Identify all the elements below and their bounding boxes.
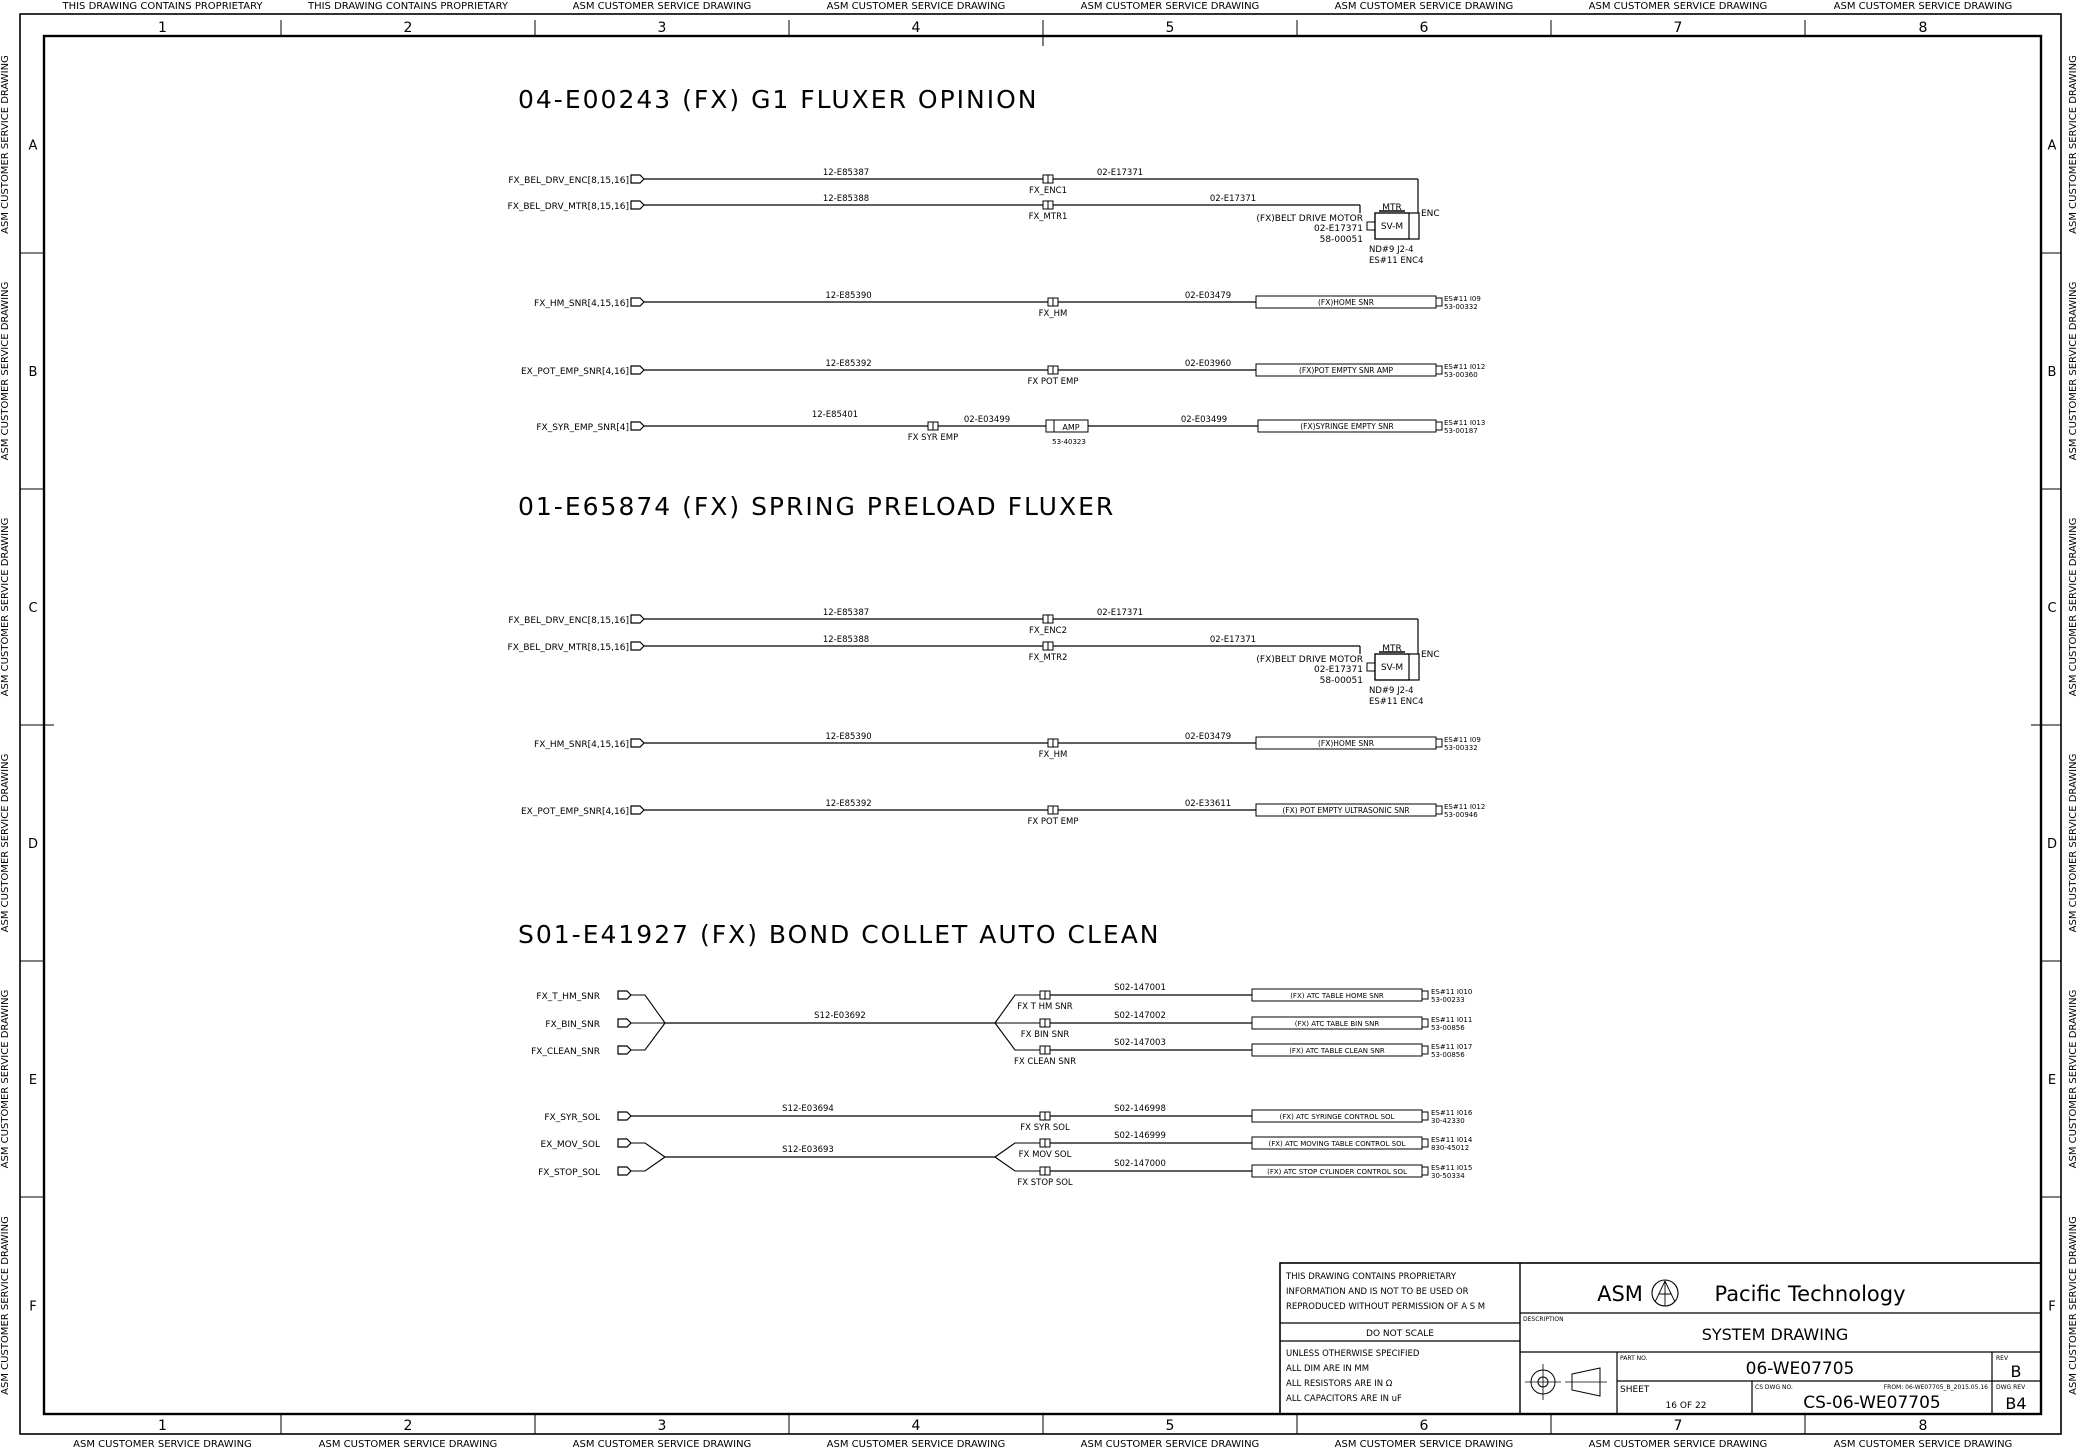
column-number-bottom: 5 <box>1165 1418 1175 1434</box>
cable-label: 12-E85387 <box>822 608 870 618</box>
units-note: ALL RESISTORS ARE IN Ω <box>1286 1379 1393 1389</box>
column-number-bottom: 4 <box>911 1418 921 1434</box>
sensor-pin <box>1422 991 1428 999</box>
sensor-pin <box>1422 1112 1428 1120</box>
signal-terminal <box>631 806 644 814</box>
cable-label: S02-147002 <box>1114 1011 1166 1021</box>
outer-border <box>20 14 2061 1434</box>
motor-part-number: 58-00051 <box>1319 676 1363 686</box>
signal-terminal <box>631 201 644 209</box>
units-note: UNLESS OTHERWISE SPECIFIED <box>1286 1349 1420 1359</box>
part-number: 830-45012 <box>1431 1144 1470 1152</box>
cable-label: 02-E33611 <box>1184 799 1232 809</box>
device-label: (FX)HOME SNR <box>1317 739 1375 748</box>
inline-connector <box>1053 366 1058 374</box>
cable-label: 12-E85401 <box>811 410 859 420</box>
motor-label: (FX)BELT DRIVE MOTOR <box>1256 655 1363 665</box>
inline-connector <box>1045 991 1050 999</box>
inline-connector <box>1043 642 1048 650</box>
device-label: (FX)SYRINGE EMPTY SNR <box>1300 422 1394 431</box>
es-label: ES#11 I013 <box>1444 419 1486 427</box>
bottom-banner-text: ASM CUSTOMER SERVICE DRAWING <box>1588 1439 1768 1450</box>
signal-terminal <box>631 422 644 430</box>
signal-terminal <box>631 366 644 374</box>
trunk-cable-label: S12-E03694 <box>782 1104 834 1114</box>
nd-label: ND#9 J2-4 <box>1369 245 1414 255</box>
cable-label: 02-E03499 <box>1180 415 1228 425</box>
cable-label: 02-E17371 <box>1096 608 1144 618</box>
row-letter-right: F <box>2048 1299 2056 1315</box>
es-label: ES#11 ENC4 <box>1369 256 1424 266</box>
signal-terminal <box>618 1167 631 1175</box>
connector-label: FX MOV SOL <box>1018 1150 1072 1160</box>
cable-label: 12-E85390 <box>825 732 872 742</box>
connector-label: FX_HM <box>1038 750 1068 760</box>
cable-label: 02-E17371 <box>1209 635 1257 645</box>
sensor-pin <box>1422 1046 1428 1054</box>
inline-connector <box>1040 1019 1045 1027</box>
top-banner-text: ASM CUSTOMER SERVICE DRAWING <box>1334 1 1514 12</box>
side-banner-right: ASM CUSTOMER SERVICE DRAWING <box>2068 281 2079 461</box>
inline-connector <box>1040 1046 1045 1054</box>
description-label: DESCRIPTION <box>1523 1316 1564 1323</box>
device-label: (FX) ATC STOP CYLINDER CONTROL SOL <box>1267 1168 1407 1176</box>
cable-label: S02-146999 <box>1114 1131 1166 1141</box>
signal-label: FX_BEL_DRV_ENC[8,15,16] <box>508 176 629 186</box>
row-letter-right: A <box>2047 138 2057 154</box>
bundle-wire <box>631 1023 665 1050</box>
cable-label: S02-147003 <box>1114 1038 1166 1048</box>
inline-connector <box>1045 1112 1050 1120</box>
motor-cable-label: 02-E17371 <box>1313 665 1363 675</box>
es-label: ES#11 I015 <box>1431 1164 1473 1172</box>
signal-label: EX_MOV_SOL <box>540 1140 600 1150</box>
bottom-banner-text: ASM CUSTOMER SERVICE DRAWING <box>1334 1439 1514 1450</box>
section-title: 01-E65874 (FX) SPRING PRELOAD FLUXER <box>518 492 1116 521</box>
part-number: 30-50334 <box>1431 1172 1465 1180</box>
inline-connector <box>1048 739 1053 747</box>
side-banner-left: ASM CUSTOMER SERVICE DRAWING <box>0 517 11 697</box>
es-label: ES#11 I016 <box>1431 1109 1473 1117</box>
signal-terminal <box>618 1019 631 1027</box>
signal-label: EX_POT_EMP_SNR[4,16] <box>521 807 629 817</box>
cable-label: 02-E03479 <box>1184 732 1232 742</box>
es-label: ES#11 I09 <box>1444 736 1481 744</box>
do-not-scale: DO NOT SCALE <box>1366 1329 1434 1339</box>
connector-label: FX BIN SNR <box>1020 1030 1070 1040</box>
cable-label: S02-147000 <box>1114 1159 1166 1169</box>
device-label: (FX)POT EMPTY SNR AMP <box>1298 366 1394 375</box>
signal-terminal <box>618 991 631 999</box>
inline-connector <box>1045 1046 1050 1054</box>
section-title: 04-E00243 (FX) G1 FLUXER OPINION <box>518 85 1039 114</box>
inline-connector <box>1053 739 1058 747</box>
cable-label: S02-146998 <box>1114 1104 1166 1114</box>
cable-label: 02-E03499 <box>963 415 1011 425</box>
motor-part-number: 58-00051 <box>1319 235 1363 245</box>
amp-label: AMP <box>1062 423 1080 432</box>
es-label: ES#11 I011 <box>1431 1016 1473 1024</box>
cable-label: 12-E85390 <box>825 291 872 301</box>
top-banner-text: ASM CUSTOMER SERVICE DRAWING <box>572 1 752 12</box>
signal-label: FX_CLEAN_SNR <box>531 1047 600 1057</box>
revision: B <box>2010 1362 2022 1381</box>
inline-connector <box>1040 991 1045 999</box>
signal-label: FX_BEL_DRV_ENC[8,15,16] <box>508 616 629 626</box>
es-label: ES#11 I014 <box>1431 1136 1473 1144</box>
sensor-pin <box>1436 422 1442 430</box>
row-letter-right: C <box>2047 601 2057 616</box>
connector-label: FX_MTR1 <box>1028 212 1068 222</box>
connector-label: FX STOP SOL <box>1017 1178 1073 1188</box>
part-number: 53-00856 <box>1431 1051 1465 1059</box>
drawing-rev-label: DWG REV <box>1996 1384 2026 1391</box>
proprietary-notice: INFORMATION AND IS NOT TO BE USED OR <box>1286 1287 1469 1297</box>
es-label: ES#11 I09 <box>1444 295 1481 303</box>
bottom-banner-text: ASM CUSTOMER SERVICE DRAWING <box>826 1439 1006 1450</box>
column-number-top: 6 <box>1419 20 1429 36</box>
column-number-top: 8 <box>1918 20 1928 36</box>
signal-label: FX_BIN_SNR <box>545 1020 600 1030</box>
cable-label: 12-E85392 <box>825 359 872 369</box>
device-label: (FX) ATC TABLE CLEAN SNR <box>1289 1047 1385 1055</box>
signal-terminal <box>631 642 644 650</box>
part-number: 53-00233 <box>1431 996 1465 1004</box>
sensor-pin <box>1436 806 1442 814</box>
cable-label: 12-E85392 <box>825 799 872 809</box>
es-label: ES#11 I017 <box>1431 1043 1473 1051</box>
amp-pin <box>1046 420 1054 432</box>
cable-label: 12-E85388 <box>822 635 870 645</box>
asm-logo-icon <box>1655 1281 1675 1306</box>
device-label: (FX) ATC MOVING TABLE CONTROL SOL <box>1268 1140 1406 1148</box>
inline-connector <box>1048 366 1053 374</box>
connector-label: FX SYR SOL <box>1020 1123 1070 1133</box>
es-label: ES#11 I010 <box>1431 988 1473 996</box>
units-note: ALL CAPACITORS ARE IN uF <box>1286 1394 1402 1404</box>
signal-terminal <box>631 615 644 623</box>
bottom-banner-text: ASM CUSTOMER SERVICE DRAWING <box>572 1439 752 1450</box>
amp-part-number: 53-40323 <box>1052 438 1086 446</box>
inline-connector <box>1040 1112 1045 1120</box>
signal-label: FX_BEL_DRV_MTR[8,15,16] <box>507 202 629 212</box>
top-banner-text: THIS DRAWING CONTAINS PROPRIETARY <box>62 1 263 12</box>
device-label: (FX) ATC SYRINGE CONTROL SOL <box>1279 1113 1395 1121</box>
signal-label: FX_T_HM_SNR <box>536 992 600 1002</box>
cable-label: 02-E03960 <box>1184 359 1232 369</box>
connector-label: FX SYR EMP <box>907 433 959 443</box>
column-number-bottom: 8 <box>1918 1418 1928 1434</box>
cable-label: 02-E17371 <box>1209 194 1257 204</box>
column-number-top: 3 <box>657 20 667 36</box>
bundle-wire <box>631 1143 665 1157</box>
sensor-pin <box>1436 366 1442 374</box>
connector-label: FX_HM <box>1038 309 1068 319</box>
cs-drawing-number: CS-06-WE07705 <box>1803 1393 1941 1413</box>
signal-label: EX_POT_EMP_SNR[4,16] <box>521 367 629 377</box>
side-banner-left: ASM CUSTOMER SERVICE DRAWING <box>0 55 11 234</box>
sensor-pin <box>1422 1019 1428 1027</box>
part-number: 53-00332 <box>1444 744 1478 752</box>
inline-connector <box>1045 1167 1050 1175</box>
row-letter-left: B <box>28 365 38 380</box>
trunk-cable-label: S12-E03693 <box>782 1145 834 1155</box>
column-number-top: 1 <box>158 20 167 36</box>
connector-label: FX CLEAN SNR <box>1014 1057 1076 1067</box>
signal-terminal <box>631 298 644 306</box>
motor-pin <box>1367 663 1375 671</box>
part-number: 53-00332 <box>1444 303 1478 311</box>
row-letter-right: D <box>2046 837 2058 852</box>
side-banner-right: ASM CUSTOMER SERVICE DRAWING <box>2068 1216 2079 1395</box>
side-banner-right: ASM CUSTOMER SERVICE DRAWING <box>2068 517 2079 697</box>
cable-label: 02-E17371 <box>1096 168 1144 178</box>
signal-terminal <box>618 1139 631 1147</box>
inline-connector <box>1043 201 1048 209</box>
row-letter-right: E <box>2047 1073 2057 1088</box>
column-number-bottom: 6 <box>1419 1418 1429 1434</box>
device-label: (FX) ATC TABLE HOME SNR <box>1290 992 1384 1000</box>
inline-connector <box>1045 1019 1050 1027</box>
row-letter-right: B <box>2047 365 2057 380</box>
connector-label: FX_ENC2 <box>1028 626 1068 636</box>
inline-connector <box>1043 175 1048 183</box>
enc-label: ENC <box>1421 650 1440 660</box>
row-letter-left: C <box>28 601 38 616</box>
inline-connector <box>1048 201 1053 209</box>
inline-connector <box>1043 615 1048 623</box>
motor-label: (FX)BELT DRIVE MOTOR <box>1256 214 1363 224</box>
inline-connector <box>1045 1139 1050 1147</box>
proprietary-notice: THIS DRAWING CONTAINS PROPRIETARY <box>1286 1272 1457 1282</box>
signal-label: FX_SYR_SOL <box>544 1113 600 1123</box>
section-title: S01-E41927 (FX) BOND COLLET AUTO CLEAN <box>518 920 1161 949</box>
signal-label: FX_STOP_SOL <box>538 1168 600 1178</box>
bottom-banner-text: ASM CUSTOMER SERVICE DRAWING <box>1080 1439 1260 1450</box>
column-number-bottom: 2 <box>403 1418 413 1434</box>
motor-pin <box>1367 222 1375 230</box>
enc-label: ENC <box>1421 209 1440 219</box>
inline-connector <box>1048 175 1053 183</box>
bottom-banner-text: ASM CUSTOMER SERVICE DRAWING <box>73 1439 252 1450</box>
inline-connector <box>928 422 933 430</box>
top-banner-text: ASM CUSTOMER SERVICE DRAWING <box>1080 1 1260 12</box>
part-number: 53-00856 <box>1431 1024 1465 1032</box>
description: SYSTEM DRAWING <box>1701 1325 1849 1344</box>
sensor-pin <box>1436 298 1442 306</box>
inline-connector <box>1048 642 1053 650</box>
side-banner-right: ASM CUSTOMER SERVICE DRAWING <box>2068 989 2079 1169</box>
side-banner-left: ASM CUSTOMER SERVICE DRAWING <box>0 1216 11 1395</box>
inline-connector <box>1048 615 1053 623</box>
motor-cable-label: 02-E17371 <box>1313 224 1363 234</box>
part-number: 06-WE07705 <box>1745 1359 1855 1379</box>
cable-label: 02-E03479 <box>1184 291 1232 301</box>
proprietary-notice: REPRODUCED WITHOUT PERMISSION OF A S M <box>1286 1302 1486 1312</box>
top-banner-text: ASM CUSTOMER SERVICE DRAWING <box>826 1 1006 12</box>
column-number-top: 2 <box>403 20 413 36</box>
connector-label: FX POT EMP <box>1027 817 1079 827</box>
sheet-number: 16 OF 22 <box>1665 1401 1707 1411</box>
connector-label: FX_ENC1 <box>1028 186 1068 196</box>
signal-label: FX_SYR_EMP_SNR[4] <box>536 423 629 433</box>
signal-terminal <box>631 175 644 183</box>
servo-motor-label: SV-M <box>1380 222 1404 232</box>
inline-connector <box>1048 806 1053 814</box>
top-banner-text: ASM CUSTOMER SERVICE DRAWING <box>1588 1 1768 12</box>
from-label: FROM: 06-WE07705_B_2015.05.16 <box>1883 1384 1988 1391</box>
inline-connector <box>1040 1139 1045 1147</box>
inline-connector <box>1048 298 1053 306</box>
part-label: PART NO. <box>1620 1355 1648 1362</box>
connector-label: FX_MTR2 <box>1028 653 1068 663</box>
part-number: 53-00360 <box>1444 371 1478 379</box>
row-letter-left: E <box>28 1073 38 1088</box>
inline-connector <box>933 422 938 430</box>
row-letter-left: A <box>28 138 38 154</box>
trunk-cable-label: S12-E03692 <box>814 1011 866 1021</box>
inner-border <box>44 36 2041 1414</box>
drawing-revision: B4 <box>2005 1394 2027 1413</box>
top-banner-text: THIS DRAWING CONTAINS PROPRIETARY <box>307 1 509 12</box>
mtr-label: MTR <box>1382 644 1402 654</box>
rev-label: REV <box>1996 1355 2009 1362</box>
signal-label: FX_BEL_DRV_MTR[8,15,16] <box>507 643 629 653</box>
bottom-banner-text: ASM CUSTOMER SERVICE DRAWING <box>318 1439 498 1450</box>
part-number: 53-00187 <box>1444 427 1478 435</box>
column-number-top: 5 <box>1165 20 1175 36</box>
signal-terminal <box>618 1112 631 1120</box>
servo-motor-label: SV-M <box>1380 663 1404 673</box>
inline-connector <box>1040 1167 1045 1175</box>
es-label: ES#11 ENC4 <box>1369 697 1424 707</box>
connector-label: FX T HM SNR <box>1017 1002 1073 1012</box>
part-number: 30-42330 <box>1431 1117 1465 1125</box>
column-number-bottom: 3 <box>657 1418 667 1434</box>
side-banner-left: ASM CUSTOMER SERVICE DRAWING <box>0 753 11 933</box>
sensor-pin <box>1436 739 1442 747</box>
cable-label: 12-E85388 <box>822 194 870 204</box>
mtr-label: MTR <box>1382 203 1402 213</box>
connector-label: FX POT EMP <box>1027 377 1079 387</box>
inline-connector <box>1053 298 1058 306</box>
row-letter-left: D <box>27 837 39 852</box>
side-banner-left: ASM CUSTOMER SERVICE DRAWING <box>0 989 11 1169</box>
sensor-pin <box>1422 1139 1428 1147</box>
nd-label: ND#9 J2-4 <box>1369 686 1414 696</box>
company-asm: ASM <box>1597 1282 1643 1306</box>
inline-connector <box>1053 806 1058 814</box>
row-letter-left: F <box>29 1299 37 1315</box>
sensor-pin <box>1422 1167 1428 1175</box>
es-label: ES#11 I012 <box>1444 803 1486 811</box>
bundle-wire <box>631 995 665 1023</box>
units-note: ALL DIM ARE IN MM <box>1286 1364 1370 1374</box>
company-pacific: Pacific Technology <box>1714 1282 1906 1306</box>
part-number: 53-00946 <box>1444 811 1478 819</box>
device-label: (FX)HOME SNR <box>1317 298 1375 307</box>
bottom-banner-text: ASM CUSTOMER SERVICE DRAWING <box>1833 1439 2013 1450</box>
signal-terminal <box>618 1046 631 1054</box>
side-banner-right: ASM CUSTOMER SERVICE DRAWING <box>2068 753 2079 933</box>
cable-label: S02-147001 <box>1114 983 1166 993</box>
cs-drawing-label: CS DWG NO. <box>1755 1384 1793 1391</box>
top-banner-text: ASM CUSTOMER SERVICE DRAWING <box>1833 1 2013 12</box>
device-label: (FX) POT EMPTY ULTRASONIC SNR <box>1282 806 1410 815</box>
column-number-bottom: 7 <box>1673 1418 1683 1434</box>
column-number-bottom: 1 <box>158 1418 167 1434</box>
sheet-label: SHEET <box>1620 1385 1650 1395</box>
bundle-wire <box>631 1157 665 1171</box>
cable-label: 12-E85387 <box>822 168 870 178</box>
signal-label: FX_HM_SNR[4,15,16] <box>534 740 629 750</box>
es-label: ES#11 I012 <box>1444 363 1486 371</box>
side-banner-left: ASM CUSTOMER SERVICE DRAWING <box>0 281 11 461</box>
device-label: (FX) ATC TABLE BIN SNR <box>1294 1020 1380 1028</box>
signal-label: FX_HM_SNR[4,15,16] <box>534 299 629 309</box>
column-number-top: 4 <box>911 20 921 36</box>
side-banner-right: ASM CUSTOMER SERVICE DRAWING <box>2068 55 2079 234</box>
column-number-top: 7 <box>1673 20 1683 36</box>
signal-terminal <box>631 739 644 747</box>
